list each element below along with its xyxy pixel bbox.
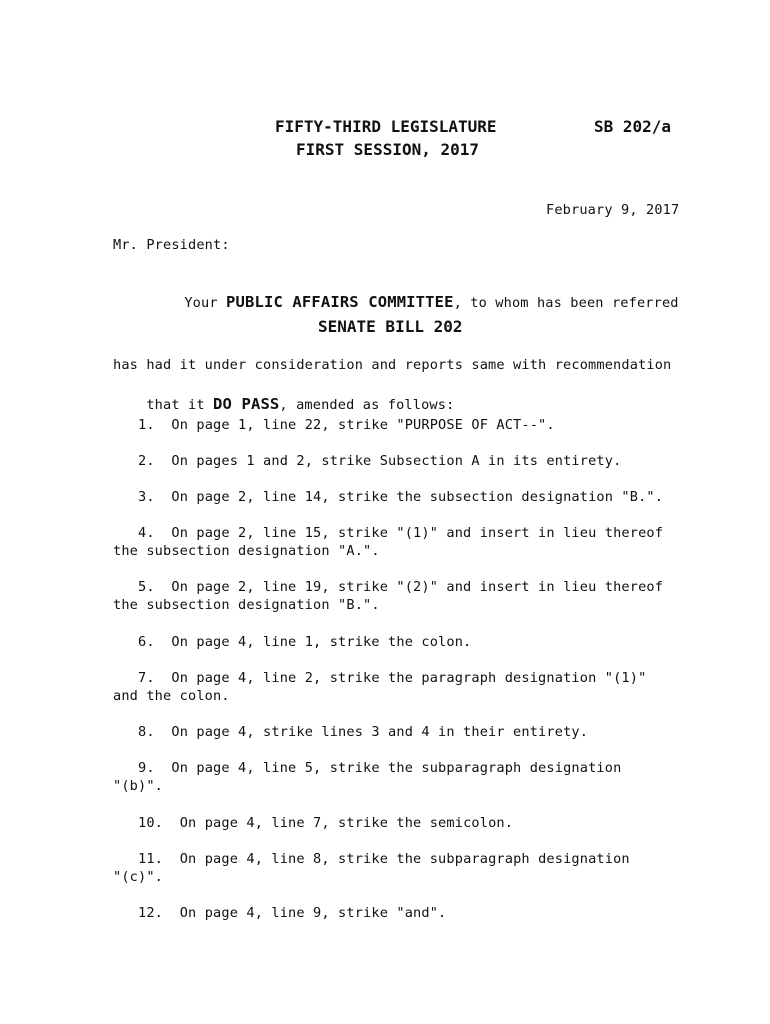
amendment-text <box>113 452 703 470</box>
amendment-line-1: On page 4, line 7, strike the semicolon. <box>179 815 514 831</box>
amendment-number: 11. <box>138 851 164 867</box>
amendment-text <box>113 759 703 777</box>
recommendation-line-1: has had it under consideration and reports same with recommendation <box>113 357 672 373</box>
amendment-number: 2. <box>138 453 155 469</box>
amendment-item <box>113 669 703 705</box>
amendment-item <box>113 904 703 922</box>
salutation: Mr. President: <box>113 237 230 253</box>
amendment-number: 12. <box>138 905 164 921</box>
amendment-item <box>113 759 703 795</box>
intro-lead: Your <box>184 295 218 311</box>
amendment-number: 3. <box>138 489 155 505</box>
amendment-line-1: On page 4, line 9, strike "and". <box>179 905 447 921</box>
amendment-item <box>113 488 703 506</box>
amendment-item <box>113 524 703 560</box>
amendment-line-1: On page 2, line 19, strike "(2)" and insert in lieu thereof <box>171 579 664 595</box>
amendment-number: 5. <box>138 579 155 595</box>
amendment-line-1: On page 2, line 15, strike "(1)" and insert in lieu thereof <box>171 525 664 541</box>
amendment-line-1: On page 4, line 1, strike the colon. <box>171 634 472 650</box>
amendment-text <box>113 578 703 596</box>
amendment-item <box>113 723 703 741</box>
do-pass: DO PASS <box>213 395 280 413</box>
amendment-number: 9. <box>138 760 155 776</box>
amendment-text <box>113 416 703 434</box>
amendment-item <box>113 814 703 832</box>
report-date: February 9, 2017 <box>546 202 680 218</box>
committee-name: PUBLIC AFFAIRS COMMITTEE <box>226 293 454 311</box>
bill-code: SB 202/a <box>594 117 672 136</box>
amendment-line-1: On page 4, strike lines 3 and 4 in their entirety. <box>171 724 589 740</box>
amendment-line-1: On pages 1 and 2, strike Subsection A in its entirety. <box>171 453 622 469</box>
amendment-item <box>113 633 703 651</box>
amendment-text <box>113 524 703 542</box>
amendment-number: 7. <box>138 670 155 686</box>
amendment-text <box>113 488 703 506</box>
amendment-line-2: and the colon. <box>113 688 230 704</box>
amendment-text <box>113 723 703 741</box>
amendment-line-1: On page 2, line 14, strike the subsection designation "B.". <box>171 489 664 505</box>
amendment-text <box>113 814 703 832</box>
amendment-line-1: On page 4, line 2, strike the paragraph designation "(1)" <box>171 670 647 686</box>
session-heading: FIRST SESSION, 2017 <box>296 140 480 159</box>
amendment-item <box>113 452 703 470</box>
amendment-item <box>113 578 703 614</box>
legislature-heading: FIFTY-THIRD LEGISLATURE <box>275 117 497 136</box>
amendment-text <box>113 633 703 651</box>
amendment-text <box>113 669 703 687</box>
amendment-number: 6. <box>138 634 155 650</box>
amendment-line-1: On page 4, line 8, strike the subparagraph designation <box>179 851 630 867</box>
amendment-number: 10. <box>138 815 164 831</box>
amendment-number: 1. <box>138 417 155 433</box>
amendment-line-2: the subsection designation "B.". <box>113 597 380 613</box>
recommendation-lead: that it <box>146 397 205 413</box>
amendment-line-2: "(c)". <box>113 869 164 885</box>
amendment-number: 8. <box>138 724 155 740</box>
bill-title: SENATE BILL 202 <box>318 317 463 336</box>
intro-rest: , to whom has been referred <box>453 295 679 311</box>
amendment-item <box>113 416 703 434</box>
amendment-text <box>113 904 703 922</box>
recommendation-rest: , amended as follows: <box>279 397 455 413</box>
amendment-line-2: the subsection designation "A.". <box>113 543 380 559</box>
amendment-line-2: "(b)". <box>113 778 164 794</box>
amendment-number: 4. <box>138 525 155 541</box>
amendment-item <box>113 850 703 886</box>
amendment-line-1: On page 1, line 22, strike "PURPOSE OF ACT--". <box>171 417 555 433</box>
amendment-line-1: On page 4, line 5, strike the subparagraph designation <box>171 760 622 776</box>
amendment-text <box>113 850 703 868</box>
